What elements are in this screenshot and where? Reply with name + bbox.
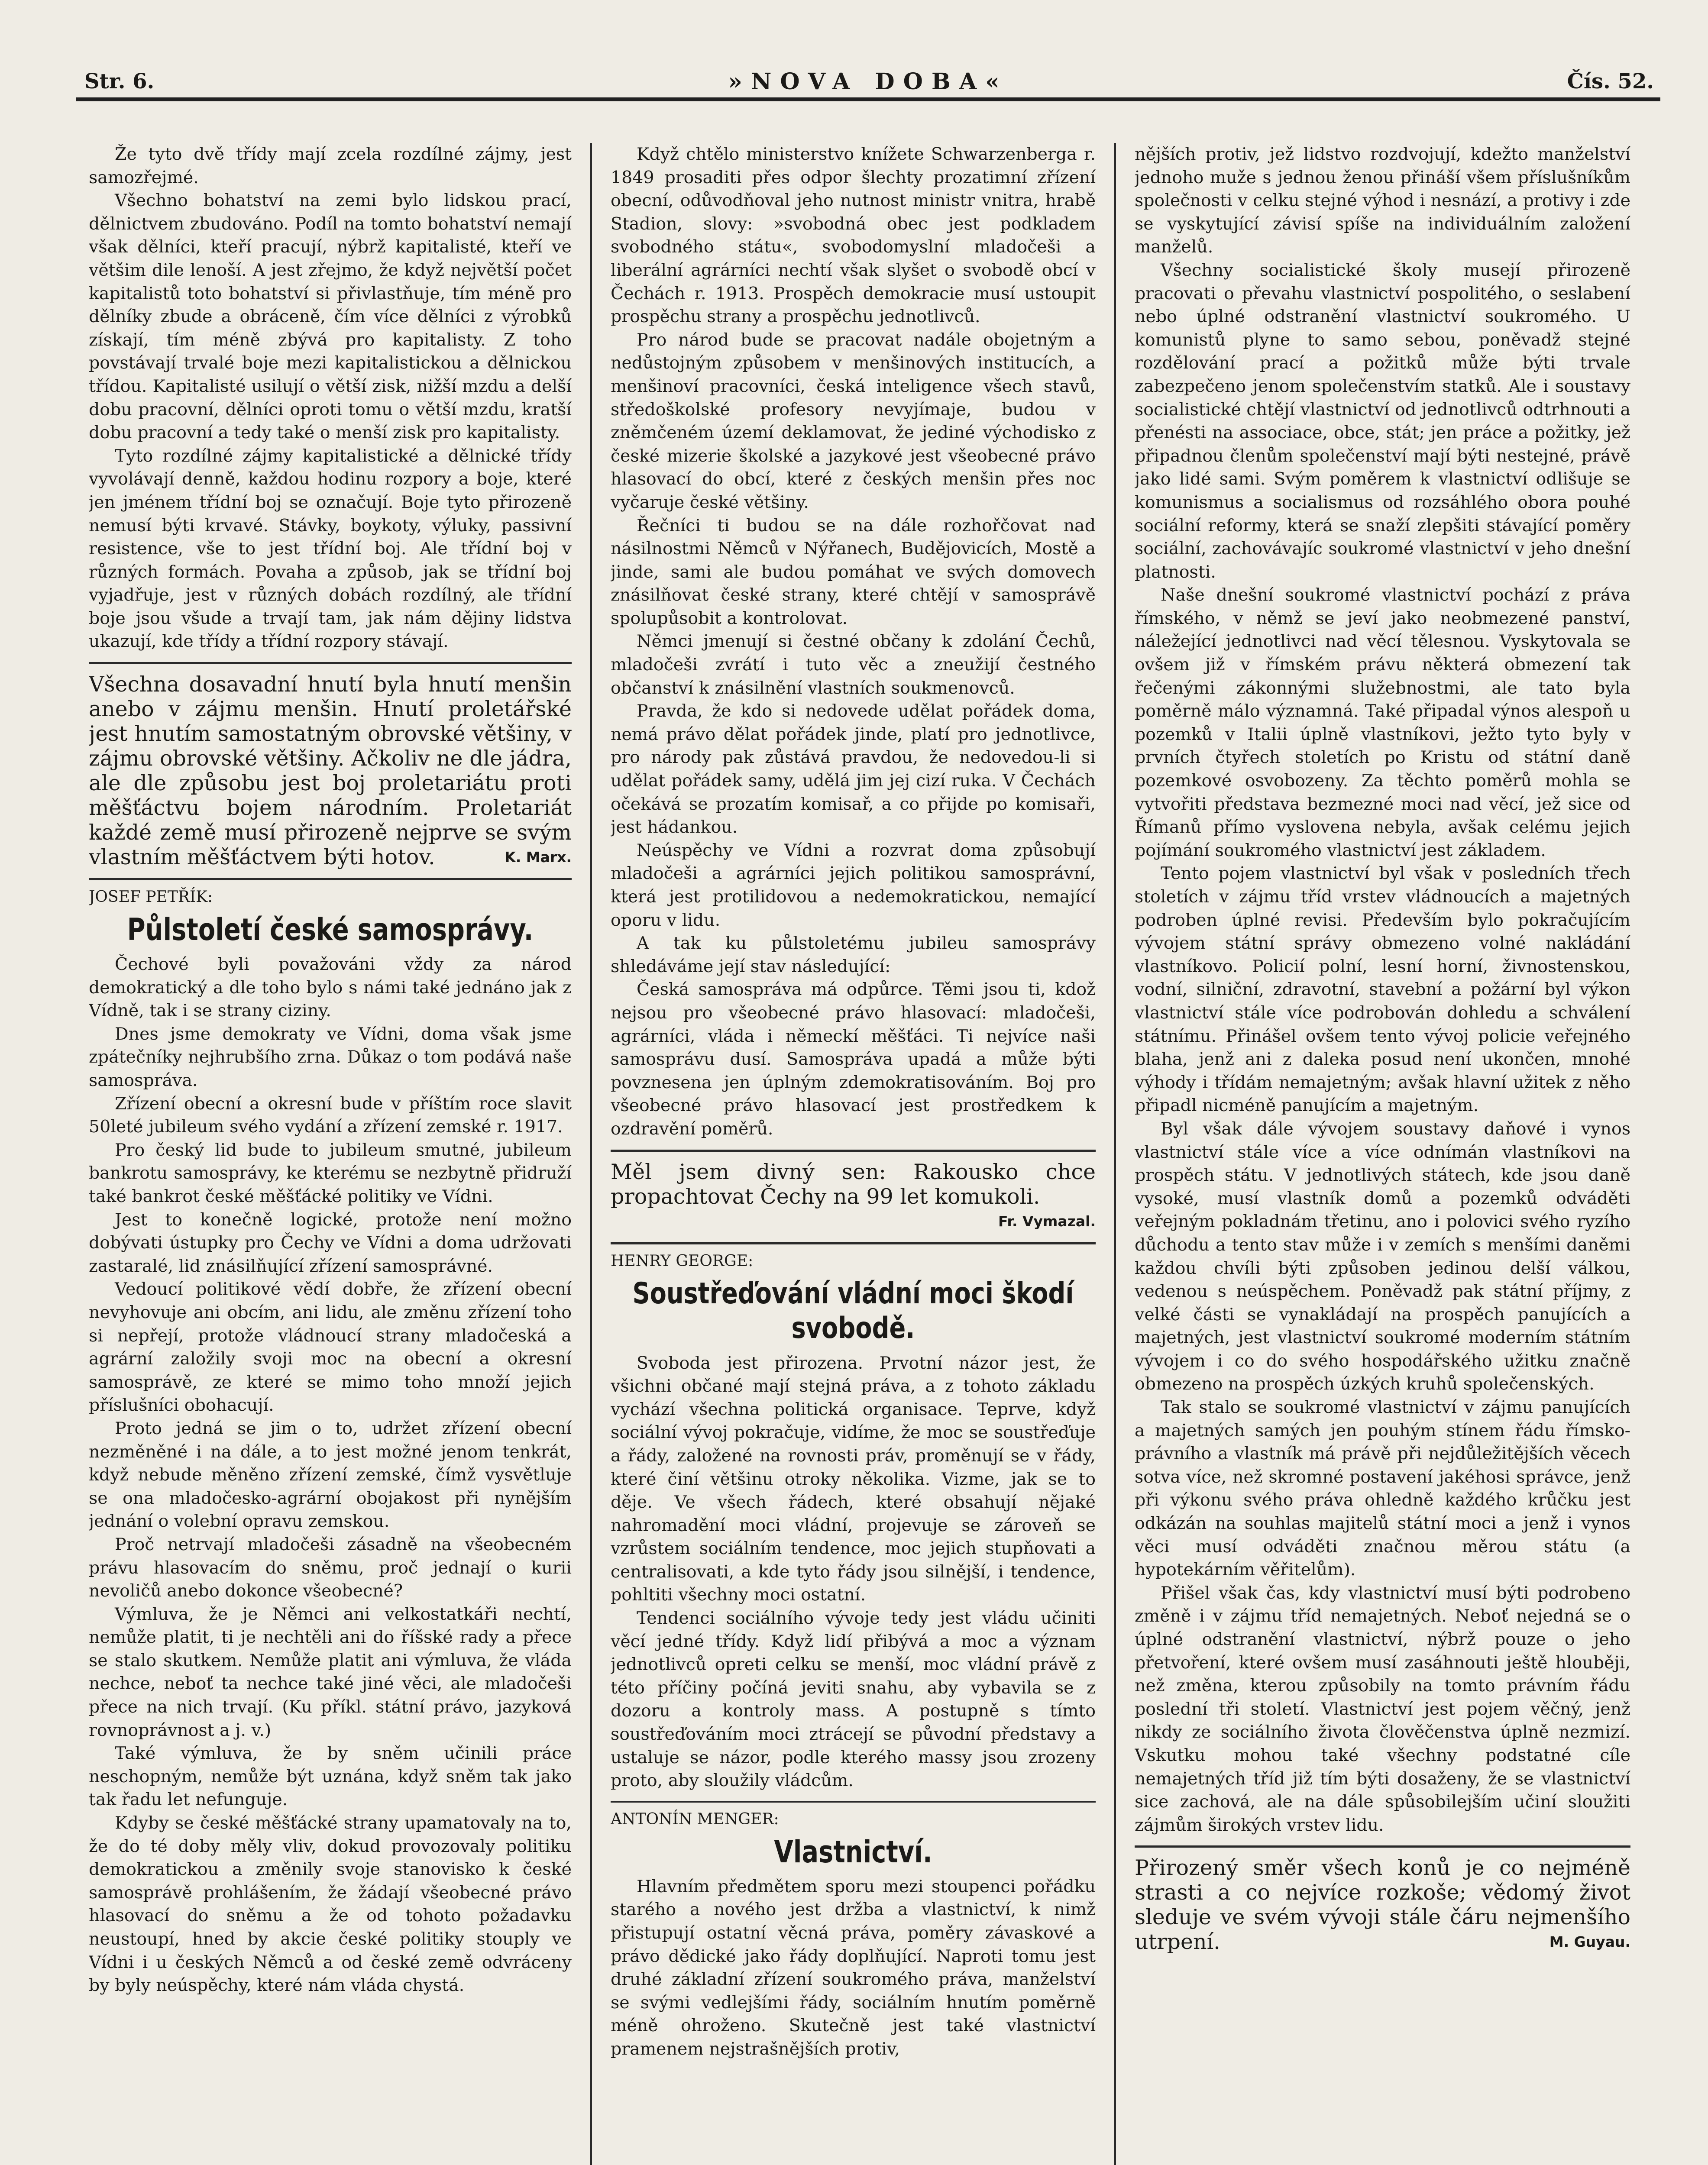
paragraph: Tendenci sociálního vývoje tedy jest vládu učiniti věcí jedné třídy. Když lidí přibývá a moc a význam jednotlivců opreti celku se menší, moc vládní právě z této příčiny počíná jeviti snahu, aby vybavila se z dozoru a kontroly mass. A postupně s tímto soustřeďováním moci ztrácejí se původní představy a ustaluje se názor, podle kterého massy jsou zrozeny proto, aby sloužily vládcům. (611, 1608, 1096, 1791)
article-headline: Půlstoletí české samosprávy. (127, 912, 534, 948)
paragraph: Čechové byli považováni vždy za národ demokratický a dle toho bylo s námi také jednáno jak z Vídně, tak i se strany ciziny. (89, 954, 572, 1021)
article-headline: Soustřeďování vládní moci škodí svobodě. (632, 1276, 1074, 1345)
divider (1135, 1845, 1630, 1848)
paragraph: Němci jmenují si čestné občany k zdolání Čechů, mladočeši zvrátí i tuto věc a zneužijí čestného občanství k znásilnění vlastních soukmenovců. (611, 631, 1096, 698)
paragraph: Pravda, že kdo si nedovede udělat pořádek doma, nemá právo dělat pořádek jinde, platí pro jednotlivce, pro národy pak zůstává pravdou, že nedovedou-li si udělat pořádek samy, udělá jim jej cizí ruka. V Čechách očekává se prozatím komisař, a co přijde po komisaři, jest hádankou. (611, 701, 1096, 837)
column-1 (89, 143, 572, 2165)
divider (611, 1801, 1096, 1803)
quote-signature: K. Marx. (505, 849, 572, 866)
paragraph: Tento pojem vlastnictví byl však v posledních třech stoletích v zájmu tříd vrstev vládnoucích a majetných podroben úplné revisi. Především bylo pokračujícím vývojem státní správy obmezeno volné nakládání vlastníkovo. Policií polní, lesní horní, živnostenskou, vodní, silniční, zdravotní, stavební a požární byl výkon vlastnictví stále více podrobován dohledu a schválení státnímu. Přinášel ovšem tento vývoj policie veřejného blaha, jenž ani z daleka posud není ukončen, mnohé výhody i třídám nemajetným; avšak hlavní užitek z něho připadl nicméně panujícím a majetným. (1135, 863, 1630, 1116)
paragraph: Kdyby se české měšťácké strany upamatovaly na to, že do té doby měly vliv, dokud provozovaly politiku demokratickou a změnily svoje stanovisko k české samosprávě prohlášením, že žádají všeobecné právo hlasovací do sněmu a že od tohoto požadavku neustoupí, hned by akcie české politiky stouply ve Vídni i u českých Němců a od české země odvráceny by byly neúspěchy, které nám vláda chystá. (89, 1813, 572, 1996)
paragraph: Tyto rozdílné zájmy kapitalistické a dělnické třídy vyvolávají denně, každou hodinu rozpory a boje, které jen jménem třídní boj se označují. Boje tyto přirozeně nemusí býti krvavé. Stávky, boykoty, výluky, passivní resistence, vše to jest třídní boj. Ale třídní boj v různých formách. Povaha a způsob, jak se třídní boj vyjadřuje, jest v různých dobách rozdílný, ale třídní boje jsou všude a trvají tam, jak nám dějiny lidstva ukazují, kde třídy a třídní rozpory stávají. (89, 446, 572, 652)
paragraph: Když chtělo ministerstvo knížete Schwarzenberga r. 1849 prosaditi přes odpor šlechty prozatimní zřízení obecní, odůvodňoval jeho nutnost ministr vnitra, hrabě Stadion, slovy: »svobodná obec jest podkladem svobodného státu«, svobodomyslní mladočeši a liberální agrárníci nechtí však slyšet o svobodě obcí v Čechách r. 1913. Prospěch demokracie musí ustoupit prospěchu strany a prospěchu jednotlivců. (611, 144, 1096, 327)
divider (611, 1150, 1096, 1152)
paragraph: Neúspěchy ve Vídni a rozvrat doma způsobují mladočeši a agrárníci jejich politikou samosprávní, která jest protilidovou a nedemokratickou, nemající oporu v lidu. (611, 840, 1096, 930)
quote-signature: M. Guyau. (1549, 1933, 1630, 1951)
column-3 (1135, 143, 1630, 2165)
paragraph: Byl však dále vývojem soustavy daňové i vynos vlastnictví stále více a více odnímán vlastníkovi na prospěch státu. V jednotlivých státech, kde jsou daně vysoké, musí vlastník domů a pozemků odváděti veřejným pokladnám třetinu, ano i polovici svého ryzího důchodu a tento stav může i v zemích s menšími daněmi každou chvíli býti způsoben jedinou delší válkou, vedenou s neúspěchem. Poněvadž pak státní příjmy, z velké části se vynakládají na prospěch panujících a majetných, jest vlastnictví soukromé moderním státním vývojem i co do svého hospodářského užitku značně obmezeno na prospěch úzkých kruhů společenských. (1135, 1118, 1630, 1394)
paragraph: Česká samospráva má odpůrce. Těmi jsou ti, kdož nejsou pro všeobecné právo hlasovací: mladočeši, agrárníci, vláda i německí měšťáci. Ti nejvíce naši samosprávu dusí. Samospráva upadá a může býti povznesena jen úplným zdemokratisováním. Boj pro všeobecné právo hlasovací jest prostředkem k ozdravění poměrů. (611, 979, 1096, 1139)
paragraph: Pro národ bude se pracovat nadále obojetným a nedůstojným způsobem v menšinových institucích, a menšinoví pracovníci, česká inteligence všech stavů, středoškolské profesory nevyjímaje, budou v zněmčeném území deklamovat, že jediné východisko z české mizerie školské a jazykové jest všeobecné právo hlasovací do obcí, které z českých menšin přes noc vyčaruje české většiny. (611, 330, 1096, 512)
paragraph: Tak stalo se soukromé vlastnictví v zájmu panujících a majetných samých jen pouhým stínem řádu římsko-právního a vlastník má právě při nejdůležitějších věcech sotva více, než skromné postavení jakéhosi správce, jenž při výkonu svého práva ohledně každého krůčku jest odkázán na souhlas majitelů státní moci a jenž i vynos věci musí odváděti značnou měrou státu (a hypotekárním věřitelům). (1135, 1397, 1630, 1580)
paragraph: Vedoucí politikové vědí dobře, že zřízení obecní nevyhovuje ani obcím, ani lidu, ale změnu zřízení toho si nepřejí, protože vládnoucí strany mladočeská a agrární založily svoji moc na obecní a okresní samosprávě, ze které se mimo toho množí jejich příslušníci obohacují. (89, 1279, 572, 1415)
columns (76, 143, 1660, 2165)
quote-signature: Fr. Vymazal. (998, 1212, 1096, 1230)
guyau-quote (1135, 1855, 1630, 1954)
masthead (76, 52, 1660, 101)
paragraph: Svoboda jest přirozena. Prvotní názor jest, že všichni občané mají stejná práva, a z tohoto základu vychází všechna politická organisace. Teprve, když sociální vývoj pokračuje, vidíme, že moc se soustřeďuje a řády, založené na rovnosti práv, proměnují se v řády, které činí většinu otroky několika. Vizme, jak se to děje. Ve všech řádech, které obsahují nějaké nahromadění moci vládní, projevuje se zároveň se vzrůstem sociálním tendence, moc jejich stupňovati a centralisovati, a kde tyto řády jsou silnější, i tendence, pohltiti všechny moci ostatní. (611, 1353, 1096, 1605)
divider (89, 662, 572, 664)
paragraph: Také výmluva, že by sněm učinili práce neschopným, nemůže být uznána, když sněm tak jako tak řadu let nefunguje. (89, 1743, 572, 1810)
divider (89, 878, 572, 880)
article-author: HENRY GEORGE: (611, 1252, 754, 1270)
paragraph: Řečníci ti budou se na dále rozhořčovat nad násilnostmi Němců v Nýřanech, Budějovicích, Mostě a jinde, sami ale budou pomáhat ve svých domovech znásilňovat české strany, které chtějí v samosprávě spolupůsobit a kontrolovat. (611, 515, 1096, 628)
paragraph: Jest to konečně logické, protože není možno dobývati ústupky pro Čechy ve Vídni a doma udržovati zastaralé, lid znásilňující zřízení samosprávné. (89, 1209, 572, 1276)
paragraph: Naše dnešní soukromé vlastnictví pochází z práva římského, v němž se jeví jako neobmezené panství, náležející jednotlivci nad věcí tělesnou. Vyskytovala se ovšem již v římském právu některá obmezení tak řečenými zákonnými služebnostmi, ale tato byla poměrně málo významná. Také připadal výnos alespoň u pozemků v Italii úplně vlastníkovi, ježto tyto byly v prvních čtyřech stoletích po Kristu od státní daně pozemkové osvobozeny. Za těchto poměrů mohla se vytvořiti představa bezmezné moci nad věcí, jež sice od Římanů přímo vyslovena nebyla, avšak celému jejich pojímání soukromého vlastnictví jest základem. (1135, 585, 1630, 860)
paragraph: Proč netrvají mladočeši zásadně na všeobecném právu hlasovacím do sněmu, proč jednají o kurii nevoličů anebo dokonce všeobecné? (89, 1534, 572, 1601)
column-divider (1114, 143, 1116, 2165)
paragraph: Výmluva, že je Němci ani velkostatkáři nechtí, nemůže platit, ti je nechtěli ani do říšské rady a přece se stalo skutkem. Nemůže platit ani výmluva, že vláda nechce, neboť ta nechce také jiné věci, ale mladočeši přece na nich trvají. (Ku příkl. státní právo, jazyková rovnoprávnost a j. v.) (89, 1604, 572, 1740)
paragraph: Dnes jsme demokraty ve Vídni, doma však jsme zpátečníky nejhrubšího zrna. Důkaz o tom podává naše samospráva. (89, 1024, 572, 1091)
paragraph: Všechno bohatství na zemi bylo lidskou prací, dělnictvem zbudováno. Podíl na tomto bohatství nemají však dělníci, kteří pracují, nýbrž kapitalisté, kteří ve většim dile lenoší. A jest zřejmo, že když největší počet kapitalistů toto bohatství si přivlastňuje, tím méně pro dělníky zbude a obráceně, čím více dělníci z výrobků získají, tím méně zbývá pro kapitalisty. Z toho povstávají trvalé boje mezi kapitalistickou a dělnickou třídou. Kapitalisté usilují o větší zisk, nižší mzdu a delší dobu pracovní, dělníci oproti tomu o větší mzdu, kratší dobu pracovní a tedy také o menší zisk pro kapitalisty. (89, 191, 572, 443)
page-number: Str. 6. (84, 69, 155, 94)
paragraph: Pro český lid bude to jubileum smutné, jubileum bankrotu samosprávy, ke kterému se nezbytně přidruží také bankrot české měšťácké politiky ve Vídni. (89, 1140, 572, 1206)
article-author: JOSEF PETŘÍK: (89, 888, 213, 906)
article-author: ANTONÍN MENGER: (611, 1810, 779, 1828)
paragraph: Hlavním předmětem sporu mezi stoupenci pořádku starého a nového jest držba a vlastnictví, k nimž přistupují ostatní věcná práva, poměry závaskové a právo dědické jako řády doplňující. Naproti tomu jest druhé základní zřízení soukromého práva, manželství se svými vedlejšími řády, sociálním hnutím poměrně méně ohroženo. Skutečně jest také vlastnictví pramenem nejstrašnějších protiv, (611, 1876, 1096, 2059)
marx-quote (89, 672, 572, 869)
divider (611, 1242, 1096, 1244)
paragraph: Že tyto dvě třídy mají zcela rozdílné zájmy, jest samozřejmé. (89, 144, 572, 187)
quote-text: Všechna dosavadní hnutí byla hnutí menšin anebo v zájmu menšin. Hnutí proletářské jest hnutím samostatným obrovské většiny, v zájmu obrovské většiny. Ačkoliv ne dle jádra, ale dle způsobu jest boj proletariátu proti měšťáctvu bojem národním. Proletariát každé země musí přirozeně nejprve se svým vlastním měšťáctvem býti hotov. (89, 672, 572, 870)
quote-text: Měl jsem divný sen: Rakousko chce propachtovat Čechy na 99 let komukoli. (611, 1159, 1096, 1209)
quote-text: Přirozený směr všech konů je co nejméně strasti a co nejvíce rozkoše; vědomý život sleduje ve svém vývoji stále čáru nejmenšího utrpení. (1135, 1855, 1630, 1955)
paragraph: Přišel však čas, kdy vlastnictví musí býti podrobeno změně i v zájmu tříd nemajetných. Neboť nejedná se o úplné odstranění vlastnictví, nýbrž pouze o jeho přetvoření, které ovšem musí zasáhnouti ještě hlouběji, než změna, kterou způsobily na tomto právním řádu poslední tři století. Vlastnictví jest pojem věčný, jenž nikdy ze sociálního života člověčenstva úplně nezmizí. Vskutku mohou také všechny podstatné cíle nemajetných tříd již tím býti dosaženy, že se vlastnictví sice zachová, ale na dále spůsobilejším učiní sloužiti zájmům širokých vrstev lidu. (1135, 1583, 1630, 1835)
paragraph: nějších protiv, jež lidstvo rozdvojují, kdežto manželství jednoho muže s jednou ženou přináší všem příslušníkům společnosti v celku stejné výhod i nesnází, a protivy i zde se vyskytující závisí spíše na individuálním založení manželů. (1135, 144, 1630, 257)
column-2 (611, 143, 1096, 2165)
paragraph: Všechny socialistické školy musejí přirozeně pracovati o převahu vlastnictví pospolitého, o seslabení nebo úplné odstranění vlastnictví soukromého. U komunistů plyne to samo sebou, poněvadž stejné rozdělování prací a požitků může býti trvale zabezpečeno jenom společenstvím statků. Ale i soustavy socialistické chtějí vlastnictví od jednotlivců odtrhnouti a přenésti na associace, obce, stát; jen práce a požitky, jež připadnou členům společenství mají býti nestejné, právě jako lidé sami. Svým poměrem k vlastnictví odlišuje se komunismus a socialismus od rozsáhlého obora pouhé sociální reformy, která se snaží zlepšiti stávající poměry sociální, zachovávajíc soukromé vlastnictví v jeho dnešní platnosti. (1135, 260, 1630, 582)
issue-number: Čís. 52. (1567, 69, 1654, 94)
paragraph: Zřízení obecní a okresní bude v příštím roce slavit 50leté jubileum svého vydání a zřízení zemské r. 1917. (89, 1093, 572, 1137)
column-divider (590, 143, 592, 2165)
paragraph: Proto jedná se jim o to, udržet zřízení obecní nezměněné i na dále, a to jest možné jenom tenkrát, když nebude měněno zřízení zemské, čímž vysvětluje se ona mladočesko-agrární obojakost při nynějším jednání o volební opravu zemskou. (89, 1418, 572, 1532)
newspaper-title: »NOVA DOBA« (728, 68, 1008, 95)
paragraph: A tak ku půlstoletému jubileu samosprávy shledáváme její stav následující: (611, 933, 1096, 976)
vymazal-quote (611, 1160, 1096, 1234)
article-headline: Vlastnictví. (774, 1834, 932, 1870)
